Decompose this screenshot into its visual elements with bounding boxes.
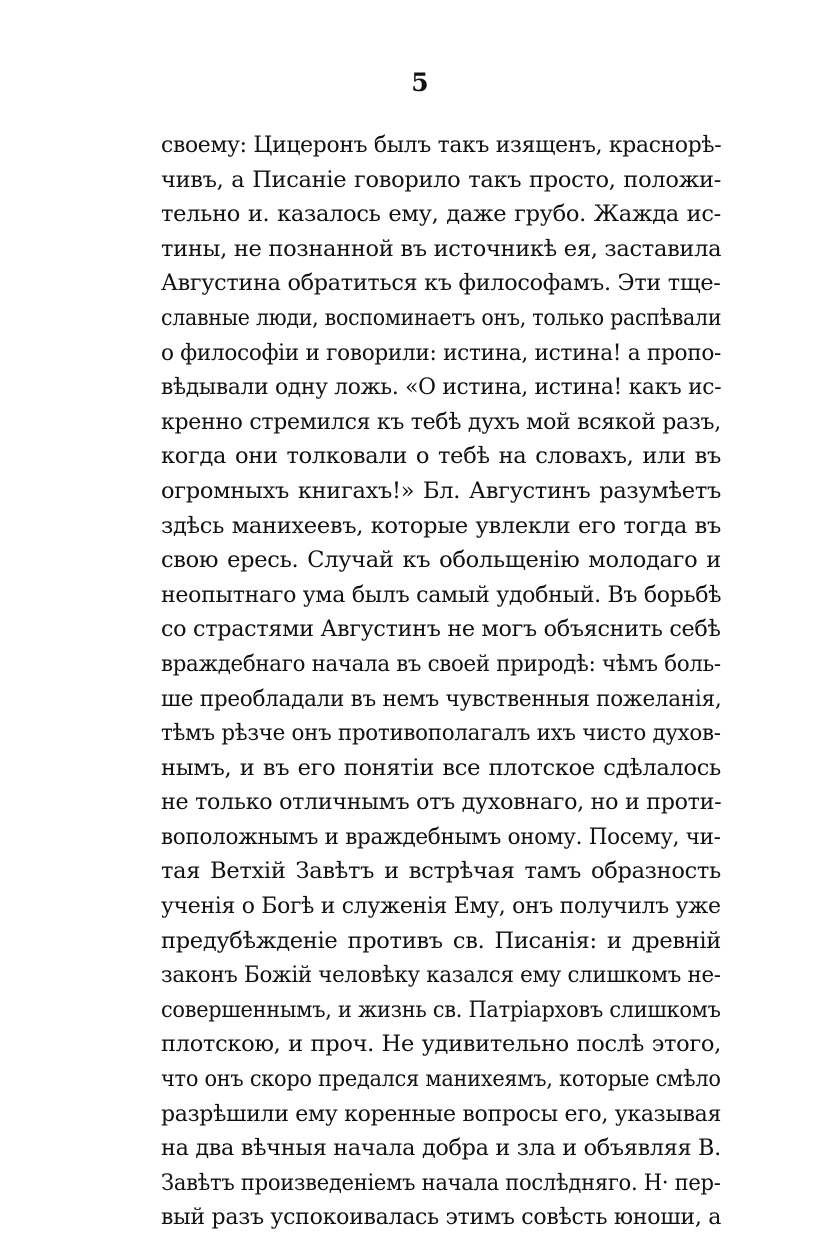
text-line: воположнымъ и враждебнымъ оному. Посему, чи- (161, 823, 721, 850)
text-line: Августина обратиться къ философамъ. Эти тще- (161, 270, 721, 297)
text-line: славные люди, воспоминаетъ онъ, только распѣвали (161, 304, 722, 331)
text-line: огромныхъ книгахъ!» Бл. Августинъ разумѣетъ (161, 477, 721, 504)
text-line: своему: Цицеронъ былъ такъ изященъ, краснорѣ- (161, 132, 722, 158)
text-line: совершеннымъ, и жизнь св. Патріарховъ слишкомъ (161, 996, 721, 1023)
text-line: о философіи и говорили: истина, истина! а пропо- (161, 339, 722, 366)
text-line: свою ересь. Случай къ обольщенію молодаго и (161, 547, 721, 574)
text-line: разрѣшили ему коренные вопросы его, указывая (161, 1100, 722, 1127)
text-line: на два вѣчныя начала добра и зла и объявляя В. (161, 1135, 721, 1162)
text-line: ученія о Богѣ и служенія Ему, онъ получилъ уже (161, 893, 721, 920)
text-line: Завѣтъ произведеніемъ начала послѣдняго. Н· пер- (161, 1169, 721, 1196)
text-line: законъ Божій человѣку казался ему слишкомъ не- (161, 962, 721, 989)
text-line: ше преобладали въ немъ чувственныя пожеланія, (161, 685, 722, 712)
text-line: тая Ветхій Завѣтъ и встрѣчая тамъ образность (161, 858, 721, 885)
text-line: вый разъ успокоивалась этимъ совѣсть юноши, а (161, 1204, 722, 1231)
text-line: плотскою, и проч. Не удивительно послѣ этого, (161, 1031, 721, 1058)
body-text (161, 128, 721, 1235)
text-line: предубѣжденіе противъ св. Писанія: и древній (161, 927, 721, 954)
text-line: враждебнаго начала въ своей природѣ: чѣмъ боль- (161, 650, 721, 677)
text-line: тѣмъ рѣзче онъ противополагалъ ихъ чисто духов- (161, 720, 721, 747)
text-line: вѣдывали одну ложь. «О истина, истина! какъ ис- (161, 374, 722, 401)
text-line: здѣсь манихеевъ, которые увлекли его тогда въ (161, 512, 721, 539)
text-line: неопытнаго ума былъ самый удобный. Въ борьбѣ (161, 581, 722, 608)
text-line: тельно и. казалось ему, даже грубо. Жажда ис- (161, 201, 721, 228)
page-number: 5 (411, 68, 429, 97)
text-line: нымъ, и въ его понятіи все плотское сдѣлалось (161, 754, 721, 781)
text-line: чивъ, а Писаніе говорило такъ просто, положи- (161, 166, 721, 193)
text-line: кренно стремился къ тебѣ духъ мой всякой разъ, (161, 408, 721, 435)
text-line: когда они толковали о тебѣ на словахъ, или въ (161, 443, 721, 470)
text-line: со страстями Августинъ не могъ объяснить себѣ (161, 616, 721, 643)
text-line: тины, не познанной въ источникѣ ея, заставила (161, 235, 722, 262)
text-line: не только отличнымъ отъ духовнаго, но и проти- (161, 789, 722, 816)
text-line: что онъ скоро предался манихеямъ, которые смѣло (161, 1066, 721, 1093)
